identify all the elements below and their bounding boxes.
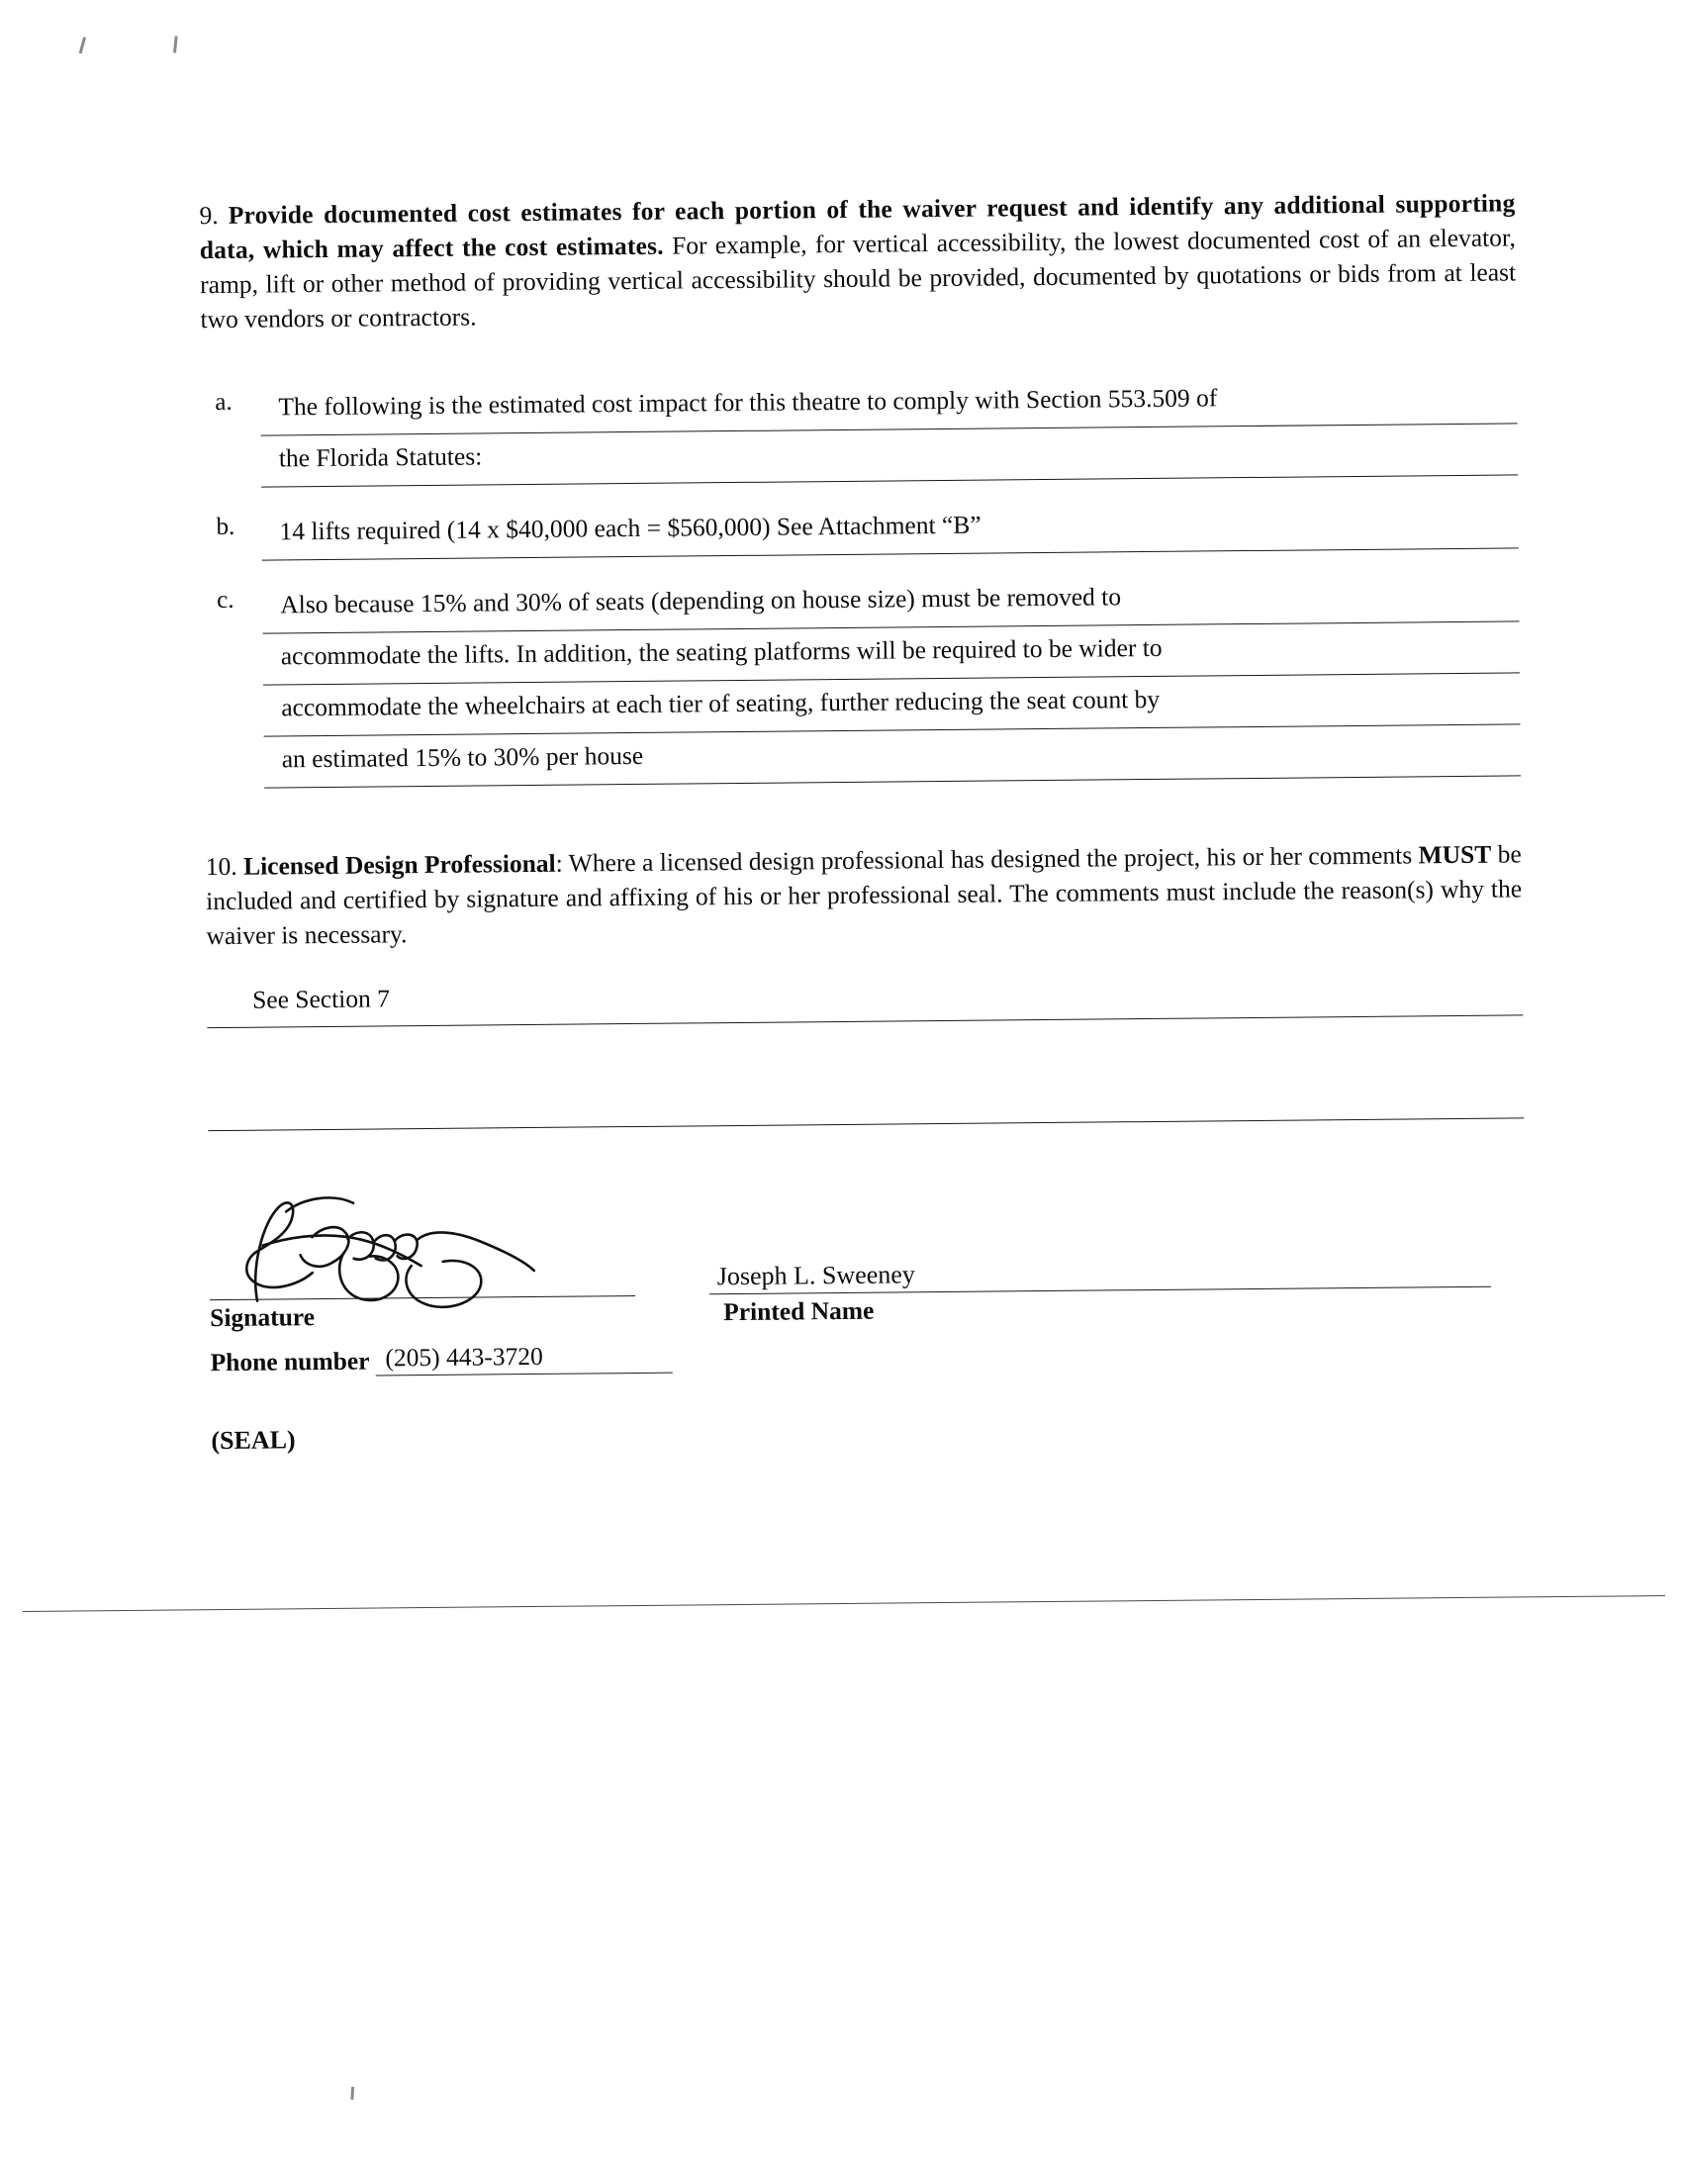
scan-artifact [173,36,178,52]
signature-group [209,1238,635,1333]
printed-name-value: Joseph L. Sweeney [716,1260,915,1291]
signature-block [209,1230,1527,1471]
section-10-bold-lead: Licensed Design Professional [242,848,556,881]
answer-text: the Florida Statutes: [278,441,483,473]
answer-text: 14 lifts required (14 x $40,000 each = $560,000) See Attachment “B” [279,510,981,546]
section-9-body: For example, for vertical accessibility, the lowest documented cost of an elevator, ramp, lift or other method of providing vertical accessibility should be provided, documented by quotations or bids from at least two vendors or contractors. [200,223,1517,333]
phone-number-label: Phone number [210,1347,370,1377]
section-10-answer-area [207,965,1524,1132]
answer-text: accommodate the wheelchairs at each tier of seating, further reducing the seat count by [281,684,1161,722]
phone-number-value: (205) 443-3720 [385,1342,543,1373]
answer-text: an estimated 15% to 30% per house [281,740,644,774]
section-9-number: 9. [199,201,219,231]
section-9-items [215,372,1521,789]
answer-field-c-line-4[interactable] [264,724,1521,788]
section-10-number: 10. [205,851,237,881]
scan-artifact [79,37,86,53]
section-10-body-part1: : Where a licensed design professional has designed the project, his or her comments [555,840,1419,878]
item-letter-c: c. [217,586,234,614]
phone-number-field[interactable] [375,1341,672,1377]
printed-name-group [708,1230,1491,1328]
page-bottom-rule [23,1595,1665,1612]
answer-field-section10-line-1[interactable] [207,965,1523,1029]
section-9-bold-lead: Provide documented cost estimates for each portion of the waiver request and identify any additional supporting data, which may affect the cost estimates. [199,188,1516,265]
section-10-must: MUST [1418,839,1492,870]
item-letter-b: b. [216,513,235,540]
section-9-paragraph [199,186,1516,336]
printed-name-label: Printed Name [723,1296,875,1327]
list-item [215,372,1518,488]
section-10-paragraph [206,837,1523,954]
signature-field[interactable] [209,1238,635,1300]
list-item [217,570,1521,789]
phone-number-row [210,1341,672,1377]
printed-name-field[interactable] [708,1230,1491,1295]
signature-label: Signature [210,1302,316,1333]
answer-text: See Section 7 [251,984,391,1015]
answer-text: Also because 15% and 30% of seats (depending on house size) must be removed to [280,581,1122,619]
answer-text: accommodate the lifts. In addition, the seating platforms will be required to be wider to [280,632,1163,671]
scan-artifact [350,2087,354,2100]
answer-field-a-line-2[interactable] [261,424,1518,487]
answer-field-b-line-1[interactable] [261,497,1518,560]
seal-label: (SEAL) [211,1425,296,1456]
document-body [199,186,1527,1470]
item-letter-a: a. [215,388,233,416]
answer-text: The following is the estimated cost impact for this theatre to comply with Section 553.509 of [278,383,1218,422]
section-10-body-part2: be included and certified by signature and affixing of his or her professional seal. The comments must include the reason(s) why the waiver is necessary. [206,839,1523,950]
answer-field-section10-line-2[interactable] [208,1068,1524,1132]
